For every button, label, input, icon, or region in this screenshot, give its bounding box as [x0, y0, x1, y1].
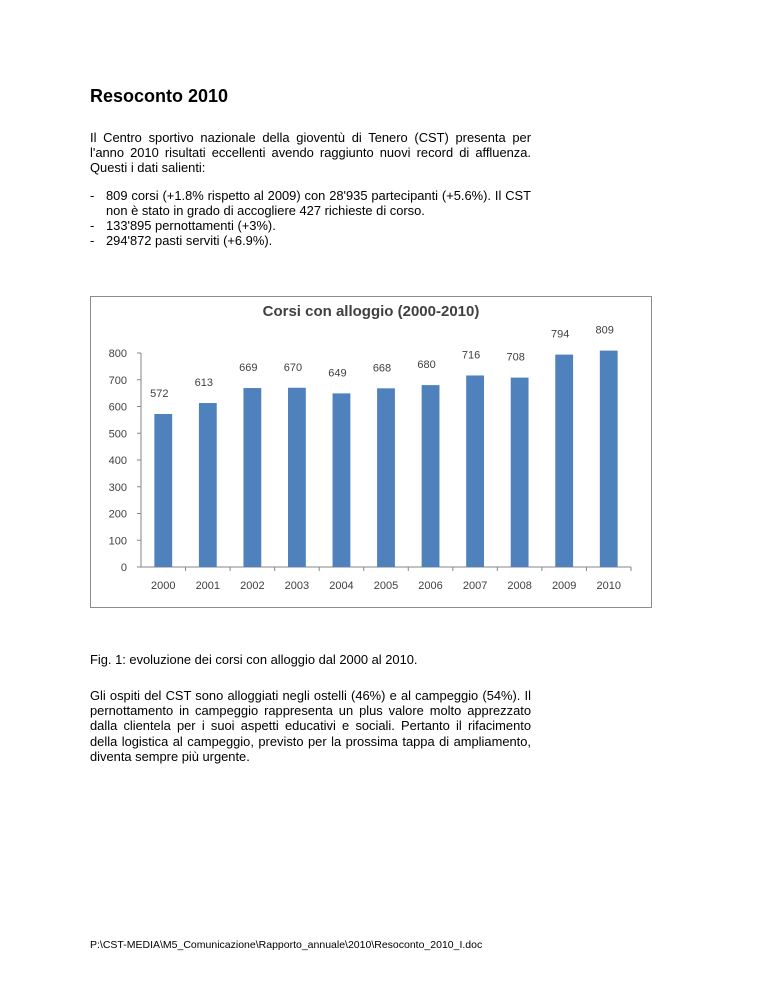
data-label: 572 [150, 387, 169, 400]
bar [600, 351, 618, 567]
x-tick-label: 2008 [507, 580, 532, 592]
y-tick-label: 400 [108, 455, 127, 467]
data-label: 670 [283, 361, 303, 374]
bar [511, 378, 529, 567]
data-label: 716 [461, 349, 481, 362]
y-tick-label: 600 [108, 401, 127, 414]
data-label: 668 [372, 362, 392, 375]
data-label: 649 [328, 367, 347, 380]
data-label: 669 [239, 362, 258, 375]
bullet-dash: - [90, 233, 95, 248]
bar [422, 385, 440, 567]
data-label: 680 [417, 359, 436, 372]
y-tick-label: 500 [108, 428, 127, 441]
figure-caption: Fig. 1: evoluzione dei corsi con alloggio dal 2000 al 2010. [90, 652, 418, 667]
list-item [90, 233, 531, 248]
x-tick-label: 2002 [240, 580, 265, 592]
x-tick-label: 2001 [195, 580, 221, 592]
list-item-text: 294'872 pasti serviti (+6.9%). [106, 233, 273, 248]
bullet-dash: - [90, 188, 95, 203]
bar [199, 403, 217, 567]
y-tick-label: 0 [120, 562, 127, 574]
bar [288, 388, 306, 567]
bar-chart [90, 296, 652, 608]
x-tick-label: 2009 [551, 580, 577, 592]
document-title: Resoconto 2010 [90, 86, 229, 106]
x-tick-label: 2006 [418, 580, 443, 592]
data-label: 809 [595, 324, 614, 337]
chart-axes [109, 348, 631, 592]
list-item-text: 133'895 pernottamenti (+3%). [106, 218, 276, 233]
chart-svg [91, 297, 651, 607]
y-tick-label: 800 [108, 348, 127, 360]
data-label: 613 [194, 377, 213, 390]
intro-text: Il Centro sportivo nazionale della gioventù di Tenero (CST) presenta per l'anno 2010 risultati eccellenti avendo raggiunto nuovi record di affluenza. Questi i dati salienti: [90, 130, 531, 175]
list-item [90, 188, 531, 218]
chart-title: Corsi con alloggio (2000-2010) [262, 303, 480, 320]
chart-bars [150, 325, 618, 567]
key-figures-list [90, 188, 531, 248]
intro-paragraph [90, 130, 531, 175]
x-tick-label: 2004 [329, 580, 354, 592]
x-tick-label: 2007 [462, 580, 488, 592]
y-tick-label: 200 [108, 508, 127, 521]
bar [333, 393, 351, 567]
y-tick-label: 300 [108, 481, 127, 494]
bar [154, 414, 172, 567]
bar [377, 388, 395, 567]
y-tick-label: 100 [108, 535, 127, 548]
body-paragraph: Gli ospiti del CST sono alloggiati negli ostelli (46%) e al campeggio (54%). Il pernottamento in campeggio rappresenta un plus valore molto apprezzato dalla clientela per i suoi aspetti educativi e sociali. Pertanto il rifacimento della logistica al campeggio, previsto per la prossima tappa di ampliamento, diventa sempre più urgente. [90, 688, 531, 764]
x-tick-label: 2010 [596, 580, 621, 592]
bullet-dash: - [90, 218, 95, 233]
file-path-footer: P:\CST-MEDIA\M5_Comunicazione\Rapporto_annuale\2010\Resoconto_2010_I.doc [90, 939, 483, 951]
data-label: 708 [506, 351, 525, 364]
data-label: 794 [551, 328, 570, 341]
bar [243, 388, 261, 567]
list-item [90, 218, 531, 233]
bar [555, 355, 573, 567]
x-tick-label: 2000 [151, 580, 176, 592]
bar [466, 375, 484, 567]
x-tick-label: 2003 [284, 580, 310, 592]
x-tick-label: 2005 [373, 580, 399, 592]
y-tick-label: 700 [108, 374, 127, 387]
list-item-text: 809 corsi (+1.8% rispetto al 2009) con 28'935 partecipanti (+5.6%). Il CST non è stato in grado di accogliere 427 richieste di corso. [106, 188, 531, 218]
